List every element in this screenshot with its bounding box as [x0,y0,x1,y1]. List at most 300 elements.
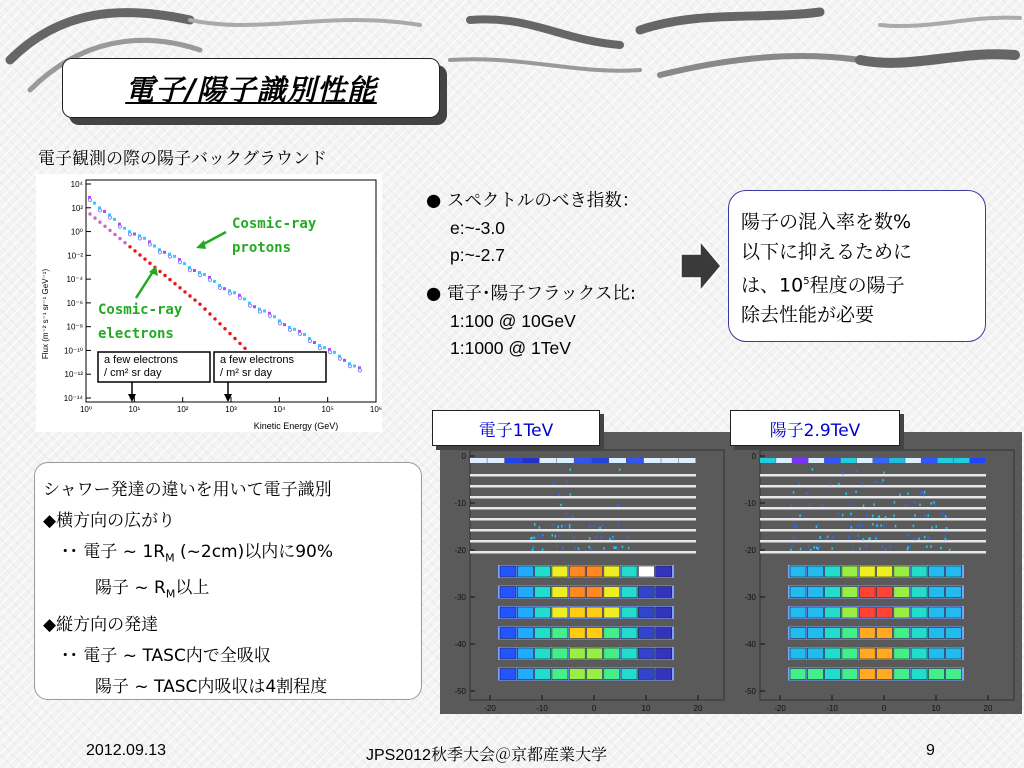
tasc-log [946,628,962,639]
hit [618,504,620,507]
tasc-log [825,607,841,618]
footer-page-number: 9 [926,742,935,759]
proton-point [103,210,106,213]
hit [857,535,859,538]
imc-fiber-layer [470,551,696,554]
hit [914,514,916,517]
flux-ratio-1tev: 1:1000 @ 1TeV [450,338,571,358]
tasc-log [807,628,823,639]
shower-description-box [34,462,422,700]
hit [613,546,615,549]
electron-point [123,241,126,244]
tasc-log [604,648,620,659]
event-y-tick: -30 [454,593,466,602]
tasc-log [552,566,568,577]
tasc-log [638,648,654,659]
electron-point [208,312,211,315]
hit [882,546,884,549]
electron-point [158,270,161,273]
hit [868,538,870,541]
proton-point [183,262,186,265]
hit [907,493,909,496]
tasc-log [807,669,823,680]
electron-event-label: 電子1TeV [432,410,600,446]
proton-point [93,202,96,205]
hit [591,549,593,552]
hit [602,524,604,527]
hit [869,537,871,540]
hit [601,536,603,539]
hit [593,525,595,528]
hit [850,525,852,528]
proton-point [203,273,206,276]
fiber-segment [522,458,539,463]
tasc-log [928,587,944,598]
event-x-tick: -20 [484,704,496,713]
tasc-log [911,607,927,618]
proton-point [313,341,316,344]
proton-point [263,309,266,312]
fiber-segment [889,458,905,463]
electron-point [133,249,136,252]
electron-point [118,237,121,240]
hit [933,501,935,504]
hit [865,545,867,548]
tasc-log [638,566,654,577]
y-axis-label: Flux (m⁻² s⁻¹ sr⁻¹ GeV⁻¹) [41,268,50,360]
electron-point [108,229,111,232]
y-tick-label: 10⁻⁶ [66,298,83,308]
box2-line1: a few electrons [220,354,294,366]
plot-caption: 電子観測の際の陽子バックグラウンド [38,149,327,169]
tasc-log [842,669,858,680]
hit [556,545,558,548]
imc-fiber-layer [760,540,986,543]
title-box [62,58,440,118]
electron-point [93,216,96,219]
tasc-log [638,669,654,680]
x-tick-label: 10² [176,405,189,414]
hit [914,538,916,541]
tasc-log [517,566,533,577]
hit [941,513,943,516]
electron-label-line1: Cosmic-ray [98,302,183,318]
tasc-log [825,566,841,577]
hit [603,547,605,550]
box2-line2: / m² sr day [220,367,272,379]
tasc-log [500,587,516,598]
proton-point [113,218,116,221]
tasc-log [790,648,806,659]
electron-point [168,278,171,281]
hit [612,537,614,540]
tasc-log [790,566,806,577]
tasc-log [877,566,893,577]
tasc-log [807,607,823,618]
fiber-segment [487,458,504,463]
electron-point [203,307,206,310]
hit [883,471,885,474]
lateral-electron: ･･ 電子 ~ $1R_M$ (~2cm)以内に90% [61,542,334,565]
imc-fiber-layer [760,507,986,510]
electron-point [193,298,196,301]
tasc-log [517,669,533,680]
hit [899,494,901,496]
fiber-segment [760,458,776,463]
fiber-segment [970,458,986,463]
hit [791,545,793,548]
tasc-log [500,566,516,577]
imc-fiber-layer [470,529,696,532]
hit [923,494,925,497]
hit [859,548,861,551]
event-x-tick: 0 [881,704,887,713]
fiber-segment [574,458,591,463]
event-x-tick: -10 [536,704,548,713]
hit [893,514,895,517]
hit [569,526,571,529]
hit [918,537,920,540]
x-tick-label: 10¹ [128,405,141,414]
hit [793,537,795,540]
hit [628,547,630,550]
x-tick-label: 10³ [225,405,237,414]
hit [572,515,574,518]
tasc-log [604,669,620,680]
tasc-log [621,607,637,618]
hit [816,526,818,529]
tasc-log [790,607,806,618]
hit [914,501,916,504]
tasc-log [807,648,823,659]
tasc-log [656,648,672,659]
tasc-log [621,669,637,680]
hit [946,527,948,530]
longitudinal-heading: ◆縦方向の発達 [43,614,159,635]
proton-point [323,346,326,349]
event-y-tick: -40 [744,640,756,649]
lateral-proton: 陽子 ~ $R_M$以上 [95,578,210,601]
fiber-segment [776,458,792,463]
electron-index: e:~-3.0 [450,218,505,238]
electron-point [138,253,141,256]
hit [894,501,896,504]
tasc-log [604,628,620,639]
tasc-log [638,628,654,639]
fiber-segment [679,458,696,463]
electron-point [98,221,101,224]
tasc-log [859,628,875,639]
proton-label-line2: protons [232,240,292,256]
tasc-log [825,669,841,680]
tasc-log [604,607,620,618]
tasc-log [621,628,637,639]
hit [791,504,793,507]
tasc-log [535,607,551,618]
x-tick-label: 10⁵ [321,405,334,414]
event-x-tick: -10 [826,704,838,713]
hit [872,515,874,518]
tasc-log [877,607,893,618]
tasc-log [946,669,962,680]
fiber-segment [841,458,857,463]
hit [924,491,926,494]
tasc-log [517,587,533,598]
hit [850,513,852,516]
hit [866,514,868,517]
footer-conference: JPS2012秋季大会＠京都産業大学 [366,747,607,764]
hit [573,537,575,540]
tasc-log [500,628,516,639]
tasc-log [790,669,806,680]
tasc-log [894,587,910,598]
proton-point [353,364,356,367]
event-y-tick: -40 [454,640,466,649]
imc-fiber-layer [760,474,986,477]
hit [829,483,831,486]
proton-point [133,232,136,235]
requirement-box [728,190,986,342]
tasc-log [877,587,893,598]
tasc-log [535,669,551,680]
hit [944,535,946,538]
fiber-segment [626,458,643,463]
tasc-log [859,587,875,598]
tasc-log [946,587,962,598]
tasc-log [859,648,875,659]
hit [908,534,910,537]
tasc-log [656,607,672,618]
hit [813,546,815,549]
proton-point [173,255,176,258]
fiber-segment [557,458,574,463]
hit [799,482,801,485]
hit [790,549,792,552]
hit [881,482,883,485]
tasc-log [859,669,875,680]
hit [850,503,852,506]
x-tick-label: 10⁰ [79,405,93,414]
tasc-log [587,587,603,598]
electron-point [103,225,106,228]
electron-point [233,337,236,340]
hit [913,525,915,528]
y-tick-label: 10⁻⁴ [66,275,83,285]
event-y-tick: -10 [454,499,466,508]
hit [873,503,875,506]
proton-point [123,227,126,230]
y-tick-label: 10⁴ [70,180,83,189]
proton-point [213,280,216,283]
fiber-segment [873,458,889,463]
hit [589,537,591,540]
tasc-log [911,669,927,680]
fiber-segment [808,458,824,463]
tasc-log [825,628,841,639]
hit [793,524,795,527]
hit [567,481,568,484]
electron-point [183,290,186,293]
hit [800,548,802,551]
tasc-log [535,648,551,659]
hit [890,546,892,549]
electron-point [213,317,216,320]
event-y-tick: 0 [461,452,466,461]
hit [821,504,823,507]
proton-point [193,269,196,272]
tasc-log [790,628,806,639]
right-arrow-icon [680,240,722,292]
hit [589,525,591,528]
hit [940,547,942,550]
hit [882,479,884,482]
tasc-log [656,669,672,680]
fiber-segment [470,458,487,463]
event-y-tick: -20 [744,546,756,555]
hit [861,524,863,527]
imc-fiber-layer [760,518,986,521]
fiber-segment [857,458,873,463]
tasc-log [928,669,944,680]
tasc-log [825,587,841,598]
electron-event-display [440,432,732,714]
hit [799,514,801,517]
hit [819,546,821,549]
hit [557,526,559,529]
event-y-tick: -10 [744,499,756,508]
electron-point [143,257,146,260]
hit [852,548,854,551]
tasc-log [621,566,637,577]
y-tick-label: 10² [71,203,83,213]
hit [931,502,933,505]
tasc-log [825,648,841,659]
requirement-line4: 除去性能が必要 [741,304,875,327]
hit [564,524,566,527]
proton-point [273,315,276,318]
hit [622,546,624,549]
proton-point [293,328,296,331]
tasc-log [877,628,893,639]
tasc-log [842,648,858,659]
slide-title: 電子/陽子識別性能 [125,72,377,107]
hit [619,468,621,471]
hit [880,524,882,527]
tasc-log [587,648,603,659]
electron-point [223,327,226,330]
lateral-heading: ◆横方向の広がり [43,511,176,531]
tasc-log [552,628,568,639]
hit [832,536,834,539]
electron-point [218,322,221,325]
imc-fiber-layer [470,474,696,477]
requirement-line2: 以下に抑えるために [741,241,913,263]
hit [569,468,571,471]
tasc-log [928,607,944,618]
tasc-log [894,628,910,639]
tasc-log [911,587,927,598]
hit [551,534,553,537]
hit [817,547,819,550]
hit [616,547,618,550]
requirement-line3: は、$10^5$程度の陽子 [741,274,905,297]
hit [928,537,930,540]
hit [561,525,563,528]
proton-point [223,287,226,290]
shower-heading: シャワー発達の違いを用いて電子識別 [43,480,332,500]
event-x-tick: 10 [931,704,941,713]
imc-fiber-layer [470,540,696,543]
hit [552,523,554,526]
proton-point [303,333,306,336]
proton-index: p:~-2.7 [450,245,505,265]
tasc-log [946,566,962,577]
tasc-log [500,648,516,659]
hit [842,514,844,517]
hit [618,524,620,527]
electron-point [198,303,201,306]
event-y-tick: -30 [744,593,756,602]
hit [872,523,874,526]
hit [927,514,929,517]
hit [936,525,938,528]
tasc-log [638,587,654,598]
hit [559,534,561,537]
proton-point [163,251,166,254]
fiber-segment [661,458,678,463]
event-x-tick: -20 [774,704,786,713]
tasc-log [842,607,858,618]
hit [531,537,533,540]
hit [875,535,877,538]
tasc-log [946,607,962,618]
hit [565,513,567,516]
tasc-log [656,628,672,639]
box1-line2: / cm² sr day [104,367,162,379]
flux-plot-panel [36,174,382,432]
tasc-log [517,628,533,639]
hit [878,515,880,518]
hit [863,538,865,541]
tasc-log [842,587,858,598]
fiber-segment [609,458,626,463]
tasc-log [587,628,603,639]
tasc-log [569,607,585,618]
proton-event-label: 陽子2.9TeV [730,410,900,446]
tasc-log [569,566,585,577]
box1-line1: a few electrons [104,354,178,366]
imc-fiber-layer [470,507,696,510]
flux-ratio-heading: ● 電子･陽子フラックス比: [426,284,636,304]
electron-point [88,212,91,215]
tasc-log [656,566,672,577]
requirement-line1: 陽子の混入率を数% [741,211,912,233]
y-tick-label: 10⁻⁸ [66,322,83,332]
hit [895,525,897,528]
fiber-segment [592,458,609,463]
hit [926,545,928,548]
hit [858,525,860,528]
hit [793,491,795,494]
hit [570,493,572,496]
hit [578,548,580,551]
flux-plot [36,174,382,432]
fiber-segment [644,458,661,463]
imc-fiber-layer [760,496,986,499]
tasc-log [656,587,672,598]
hit [627,536,629,539]
imc-fiber-layer [470,518,696,521]
